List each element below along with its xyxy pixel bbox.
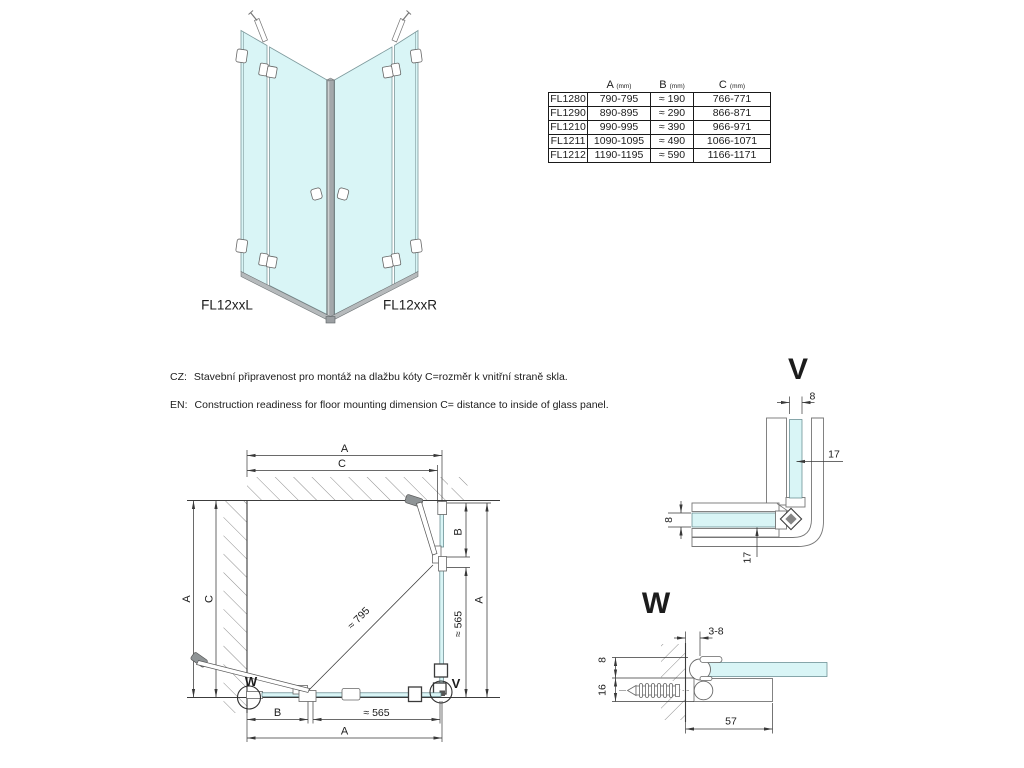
cell-model: FL1210 [550,121,586,133]
cell-model: FL1211 [549,135,588,149]
dim-label-c-top: C [338,458,346,470]
dim-label-gap: 3-8 [708,625,724,638]
cell-c: 866-871 [694,107,771,121]
table-header-row [549,76,771,93]
dim-label-8-left: 8 [663,517,675,523]
dimensions-table [548,76,771,163]
cell-b: ≈ 490 [651,135,694,149]
dim-label-b-right: B [452,528,465,536]
dim-label-a-right: A [473,596,486,604]
cell-b: ≈ 290 [651,107,694,121]
door-knob [342,689,360,701]
dim-label-a-bottom: A [340,725,349,738]
cell-b: ≈ 590 [651,149,694,163]
detail-w [588,585,840,743]
model-label-right: FL12xxR [382,297,438,313]
dim-label-8-top: 8 [809,390,816,403]
corner-post [327,78,334,317]
note-en-text: Construction readiness for floor mounting dimension C= distance to inside of glass panel. [194,399,609,411]
cell-c: 1066-1071 [694,135,771,149]
dim-label-57: 57 [725,715,737,728]
model-label-left: FL12xxL [201,297,253,313]
horizontal-profile-bottom [692,529,779,538]
dim-label-diagonal: ≈ 795 [345,604,373,632]
iso-drawing [185,8,470,325]
table-row [549,135,771,149]
cell-a: 890-895 [588,107,651,121]
detail-v [655,345,855,570]
dim-label-17-right: 17 [828,448,840,461]
cell-model: FL1290 [550,107,586,119]
detail-v-title: V [787,353,809,386]
cell-a: 990-995 [588,121,651,135]
screw-icon [403,13,410,21]
cell-c: 966-971 [694,121,771,135]
bottom-glass-assembly [247,686,442,702]
dim-label-b-bottom: B [273,707,282,719]
right-door-panel [335,47,393,315]
support-arm-top [405,494,437,555]
screw-icon [251,13,258,21]
col-header-c: C (mm) [718,79,746,91]
floor-bracket [409,687,422,702]
wall-anchor [619,684,689,698]
vertical-glass [790,420,803,499]
cell-a: 1190-1195 [588,149,651,163]
cell-a: 790-795 [588,93,651,107]
dim-label-8: 8 [596,657,609,663]
wall-hatch [661,644,685,720]
vertical-profile [767,418,787,505]
cell-b: ≈ 190 [651,93,694,107]
right-glass-assembly [433,502,448,697]
note-en [170,399,609,411]
cell-model: FL1212 [550,149,586,161]
dim-label-565-right: ≈ 565 [452,610,465,638]
glass-shoe [786,498,805,508]
dim-label-16: 16 [596,684,609,696]
cell-a: 1090-1095 [588,135,651,149]
cell-b: ≈ 390 [651,121,694,135]
dim-label-17-bottom: 17 [741,551,754,564]
dim-label-a-top: A [340,443,349,455]
horizontal-profile-top [692,503,779,512]
callout-w-label: W [244,674,258,689]
dim-label-c-left: C [203,595,216,603]
note-cz [170,371,568,383]
diagonal-line [308,565,434,692]
note-en-label: EN: [170,399,188,411]
table-row [549,149,771,163]
horizontal-glass [692,513,776,527]
table-row [549,107,771,121]
dim-label-a-left: A [181,595,193,603]
table-row [549,121,771,135]
callout-v-label: V [451,676,461,691]
plan-drawing [180,435,510,765]
dim-label-565-bottom: ≈ 565 [363,707,390,719]
cell-c: 1166-1171 [694,149,771,163]
note-cz-text: Stavební připravenost pro montáž na dlažbu kóty C=rozměr k vnitřní straně skla. [193,371,568,383]
header-empty [549,76,588,93]
left-door-panel [270,47,328,315]
col-header-b: B (mm) [659,79,685,91]
hinge-pivot [694,681,713,700]
glass-panel [700,663,827,677]
detail-w-title: W [641,587,671,620]
col-header-a: A (mm) [606,79,632,91]
floor-bracket [435,664,448,677]
note-cz-label: CZ: [170,371,187,383]
cell-c: 766-771 [694,93,771,107]
cell-model: FL1280 [550,93,586,105]
table-row [549,93,771,107]
